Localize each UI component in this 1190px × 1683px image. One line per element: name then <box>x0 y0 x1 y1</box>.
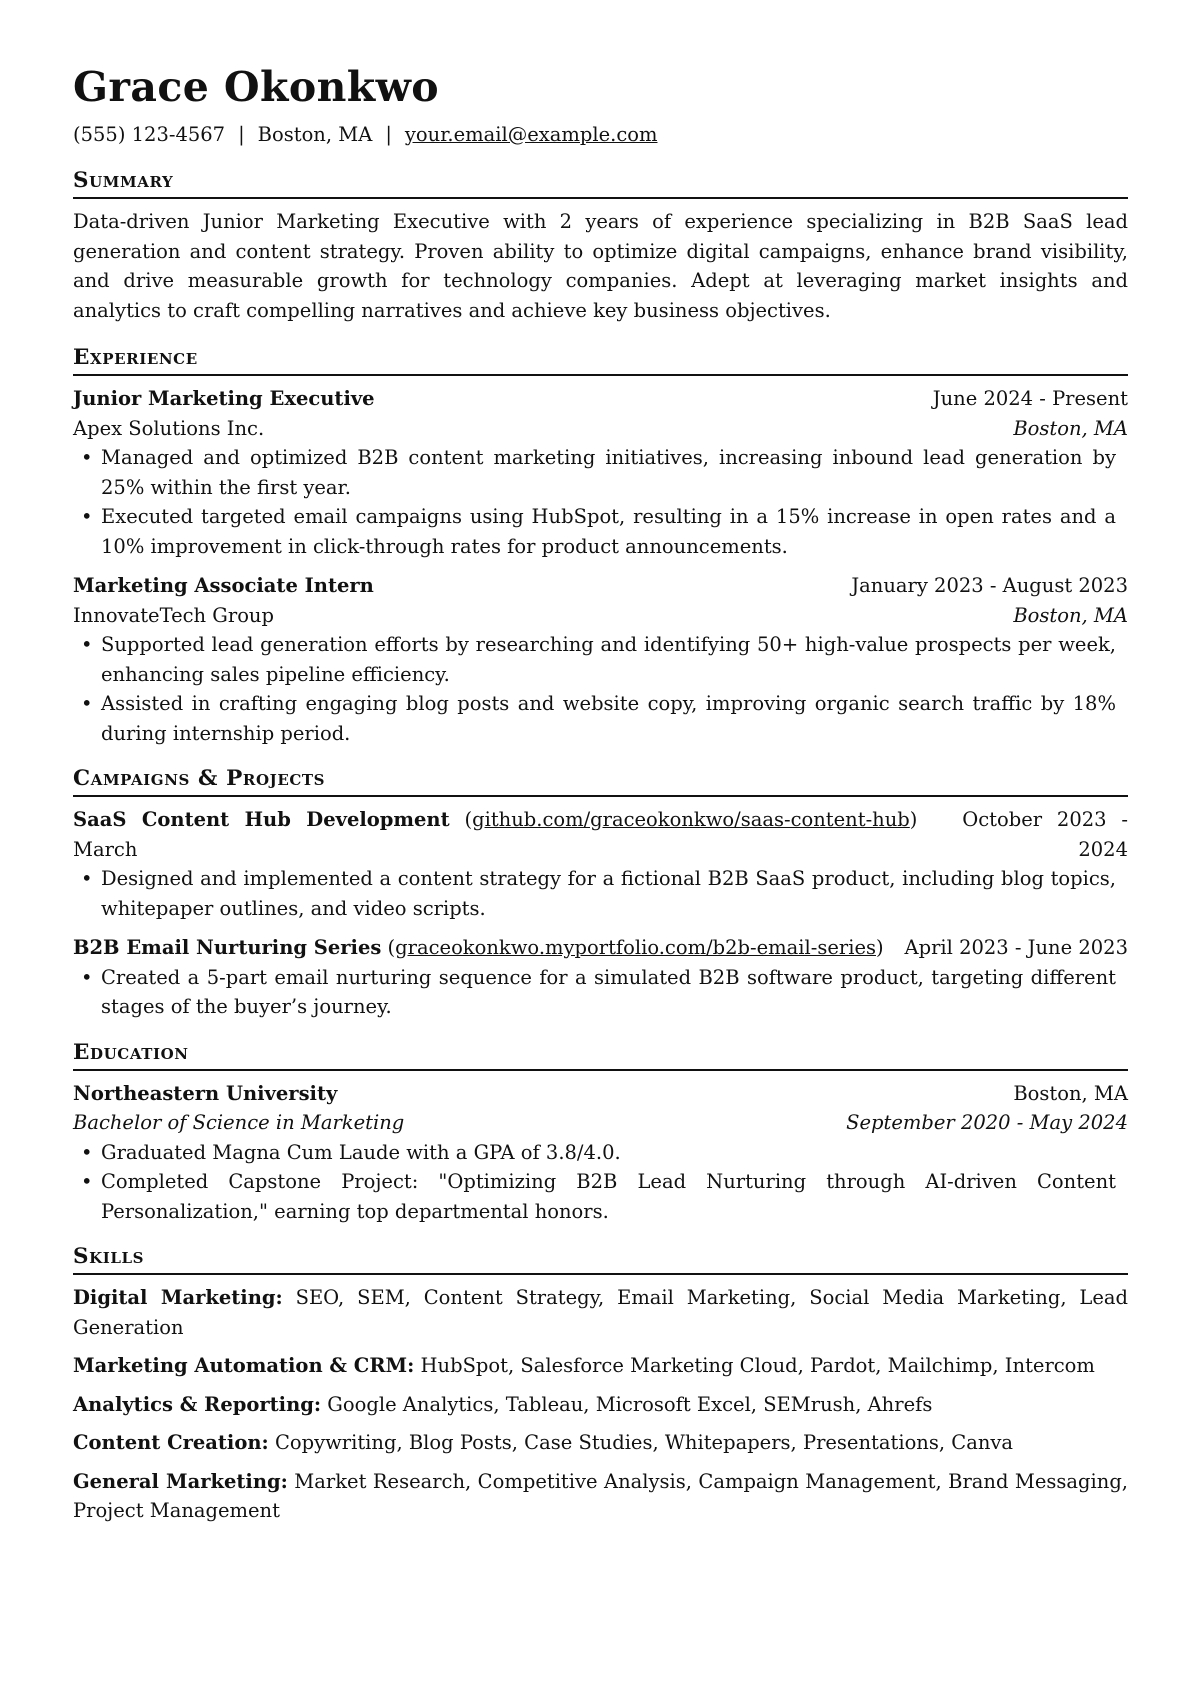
bullet-item: • Created a 5-part email nurturing sequence for a simulated B2B software product, targeting different stages of the buyer’s journey. <box>101 963 1128 1022</box>
job-dates: June 2024 - Present <box>932 387 1128 410</box>
email-link[interactable]: your.email@example.com <box>404 123 658 146</box>
skill-label: General Marketing: <box>73 1469 288 1493</box>
bullet-item: • Graduated Magna Cum Laude with a GPA of 3.8/4.0. <box>101 1138 1128 1168</box>
project-link[interactable]: github.com/graceokonkwo/saas-content-hub <box>472 808 910 831</box>
bullet-item: • Managed and optimized B2B content marketing initiatives, increasing inbound lead generation by 25% within the first year. <box>101 443 1128 502</box>
skill-label: Digital Marketing: <box>73 1286 283 1309</box>
skill-group <box>73 1283 1128 1342</box>
job-location: Boston, MA <box>1013 603 1128 627</box>
bullet-item: • Executed targeted email campaigns using HubSpot, resulting in a 15% increase in open rates and a 10% improvement in click-through rates for product announcements. <box>101 502 1128 561</box>
contact-separator: | <box>238 123 245 146</box>
education-dates: September 2020 - May 2024 <box>846 1111 1128 1134</box>
project-header: SaaS Content Hub Development (github.com/graceokonkwo/saas-content-hub) October 2023 - March 2024 <box>73 808 1128 861</box>
summary-section <box>73 166 1128 325</box>
projects-section <box>73 764 1128 1022</box>
job-company: InnovateTech Group <box>73 603 274 627</box>
school-name: Northeastern University <box>73 1081 338 1105</box>
project-header: B2B Email Nurturing Series (graceokonkwo.myportfolio.com/b2b-email-series) April 2023 - June 2023 <box>73 933 1128 963</box>
job-company: Apex Solutions Inc. <box>73 416 265 440</box>
bullet-item: • Designed and implemented a content strategy for a fictional B2B SaaS product, including blog topics, whitepaper outlines, and video scripts. <box>101 864 1128 923</box>
section-title-skills: Skills <box>73 1242 1128 1275</box>
bullet-item: • Supported lead generation efforts by researching and identifying 50+ high-value prospects per week, enhancing sales pipeline efficiency. <box>101 630 1128 689</box>
skill-label: Analytics & Reporting: <box>73 1392 322 1416</box>
skill-group <box>73 1390 1128 1420</box>
project-link[interactable]: graceokonkwo.myportfolio.com/b2b-email-series <box>395 936 876 959</box>
job-role: Junior Marketing Executive <box>73 387 375 410</box>
section-title-summary: Summary <box>73 166 1128 199</box>
job-role: Marketing Associate Intern <box>73 574 374 597</box>
project-entry <box>73 805 1128 923</box>
project-dates: October 2023 - March 2024 <box>73 808 1128 861</box>
section-title-projects: Campaigns & Projects <box>73 764 1128 797</box>
section-title-experience: Experience <box>73 343 1128 376</box>
job-bullets <box>73 630 1128 748</box>
location: Boston, MA <box>257 123 373 146</box>
project-name: SaaS Content Hub Development <box>73 808 450 831</box>
skill-items: Google Analytics, Tableau, Microsoft Excel, SEMrush, Ahrefs <box>327 1392 933 1416</box>
phone-number: (555) 123-4567 <box>73 123 226 146</box>
skill-group <box>73 1467 1128 1526</box>
project-entry <box>73 933 1128 1022</box>
skill-label: Content Creation: <box>73 1431 269 1454</box>
skill-items: Market Research, Competitive Analysis, Campaign Management, Brand Messaging, Project Management <box>73 1469 1129 1522</box>
project-dates: April 2023 - June 2023 <box>904 936 1128 959</box>
education-entry <box>73 1079 1128 1227</box>
skill-group <box>73 1351 1128 1381</box>
section-title-education: Education <box>73 1038 1128 1071</box>
skill-items: HubSpot, Salesforce Marketing Cloud, Pardot, Mailchimp, Intercom <box>420 1354 1095 1377</box>
candidate-name: Grace Okonkwo <box>73 63 440 111</box>
job-entry <box>73 571 1128 748</box>
project-bullets <box>73 864 1128 923</box>
education-section <box>73 1038 1128 1227</box>
resume-content <box>73 58 1128 1526</box>
experience-section <box>73 343 1128 748</box>
education-bullets <box>73 1138 1128 1227</box>
job-bullets <box>73 443 1128 561</box>
project-bullets <box>73 963 1128 1022</box>
summary-text: Data-driven Junior Marketing Executive with 2 years of experience specializing in B2B SaaS lead generation and content strategy. Proven ability to optimize digital campaigns, enhance brand visibility, and drive measurable growth for technology companies. Adept at leveraging market insights and analytics to craft compelling narratives and achieve key business objectives. <box>73 210 1128 322</box>
job-location: Boston, MA <box>1013 416 1128 440</box>
school-location: Boston, MA <box>1013 1081 1128 1105</box>
skill-group <box>73 1428 1128 1458</box>
project-name: B2B Email Nurturing Series <box>73 936 382 959</box>
degree: Bachelor of Science in Marketing <box>73 1111 405 1134</box>
bullet-item: • Assisted in crafting engaging blog posts and website copy, improving organic search traffic by 18% during internship period. <box>101 689 1128 748</box>
skill-items: SEO, SEM, Content Strategy, Email Marketing, Social Media Marketing, Lead Generation <box>73 1286 1128 1339</box>
skill-items: Copywriting, Blog Posts, Case Studies, Whitepapers, Presentations, Canva <box>274 1431 1014 1454</box>
skill-label: Marketing Automation & CRM: <box>73 1354 415 1377</box>
contact-line <box>73 122 1128 148</box>
contact-separator: | <box>385 123 392 146</box>
job-entry <box>73 384 1128 561</box>
skills-section <box>73 1242 1128 1526</box>
job-dates: January 2023 - August 2023 <box>851 574 1128 597</box>
bullet-item: • Completed Capstone Project: "Optimizing B2B Lead Nurturing through AI-driven Content Personalization," earning top departmental honors. <box>101 1167 1128 1226</box>
